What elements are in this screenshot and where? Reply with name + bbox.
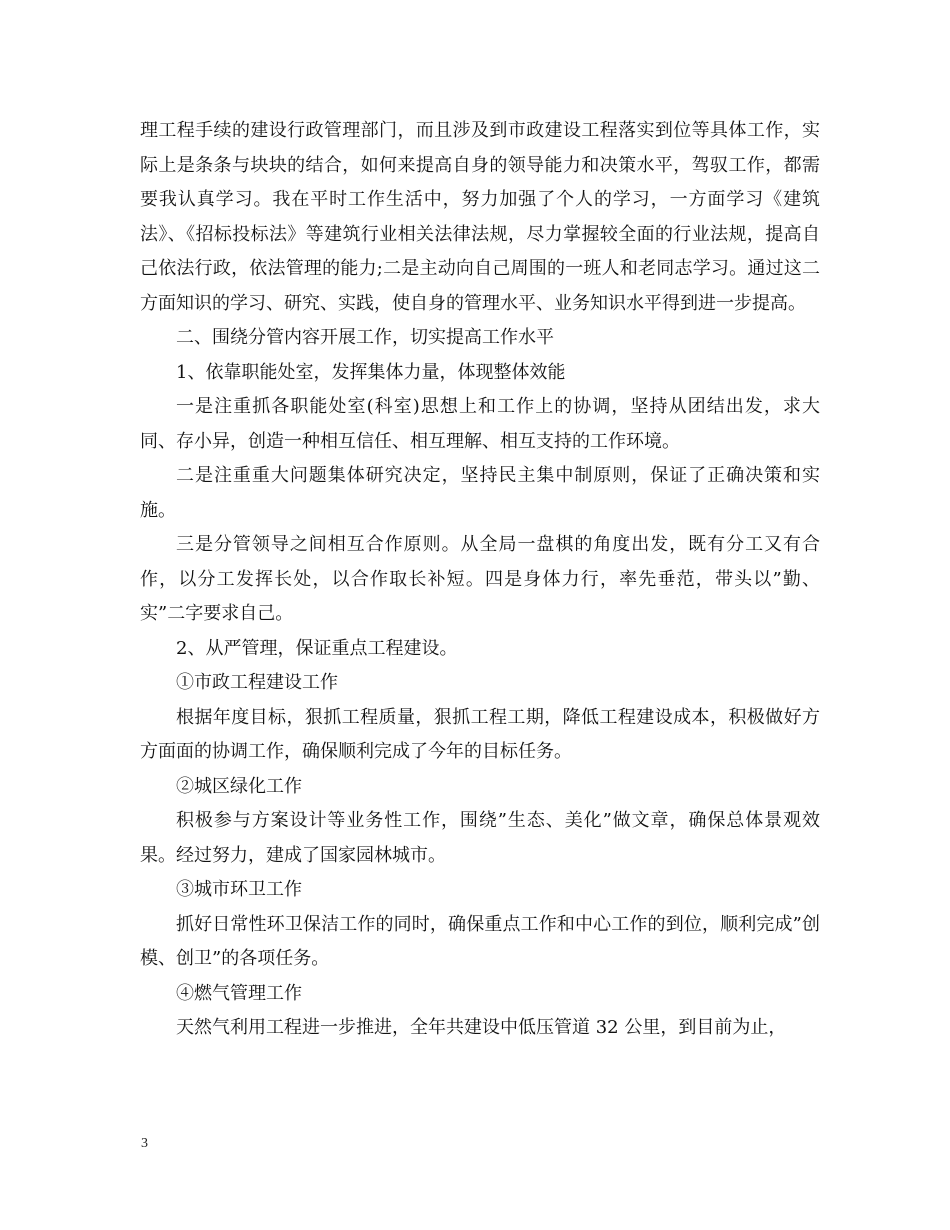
paragraph-sanitation: 抓好日常性环卫保洁工作的同时，确保重点工作和中心工作的到位，顺利完成”创模、创卫”的各项任务。	[140, 913, 820, 969]
paragraph-greening: 积极参与方案设计等业务性工作，围绕”生态、美化”做文章，确保总体景观效果。经过努力，建成了国家园林城市。	[140, 810, 820, 866]
paragraph-municipal: 根据年度目标，狠抓工程质量，狠抓工程工期，降低工程建设成本，积极做好方方面面的协调工作，确保顺利完成了今年的目标任务。	[140, 706, 820, 762]
paragraph-1: 理工程手续的建设行政管理部门，而且涉及到市政建设工程落实到位等具体工作，实际上是条条与块块的结合，如何来提高自身的领导能力和决策水平，驾驭工作，都需要我认真学习。我在平时工作生活中，努力加强了个人的学习，一方面学习《建筑法》、《招标投标法》等建筑行业相关法律法规，尽力掌握较全面的行业法规，提高自己依法行政，依法管理的能力;二是主动向自己周围的一班人和老同志学习。通过这二方面知识的学习、研究、实践，使自身的管理水平、业务知识水平得到进一步提高。	[140, 120, 820, 314]
subheading-2-2: 2、从严管理，保证重点工程建设。	[176, 637, 458, 659]
subheading-2-1: 1、依靠职能处室，发挥集体力量，体现整体效能	[176, 361, 566, 383]
page-number: 3	[141, 1136, 148, 1151]
paragraph-gas: 天然气利用工程进一步推进，全年共建设中低压管道 32 公里，到目前为止，	[176, 1017, 787, 1038]
section-heading-2: 二、围绕分管内容开展工作，切实提高工作水平	[176, 327, 554, 348]
paragraph-collective-decision: 二是注重重大问题集体研究决定，坚持民主集中制原则，保证了正确决策和实施。	[140, 465, 820, 521]
item-heading-gas: ④燃气管理工作	[176, 982, 302, 1004]
item-heading-greening: ②城区绿化工作	[176, 775, 302, 797]
paragraph-cooperation: 三是分管领导之间相互合作原则。从全局一盘棋的角度出发，既有分工又有合作，以分工发挥长处，以合作取长补短。四是身体力行，率先垂范，带头以”勤、实”二字要求自己。	[140, 534, 820, 624]
document-body	[140, 114, 820, 1046]
paragraph-coordination: 一是注重抓各职能处室(科室)思想上和工作上的协调，坚持从团结出发，求大同、存小异，创造一种相互信任、相互理解、相互支持的工作环境。	[140, 396, 820, 452]
item-heading-municipal: ①市政工程建设工作	[176, 672, 338, 693]
item-heading-sanitation: ③城市环卫工作	[176, 879, 302, 900]
